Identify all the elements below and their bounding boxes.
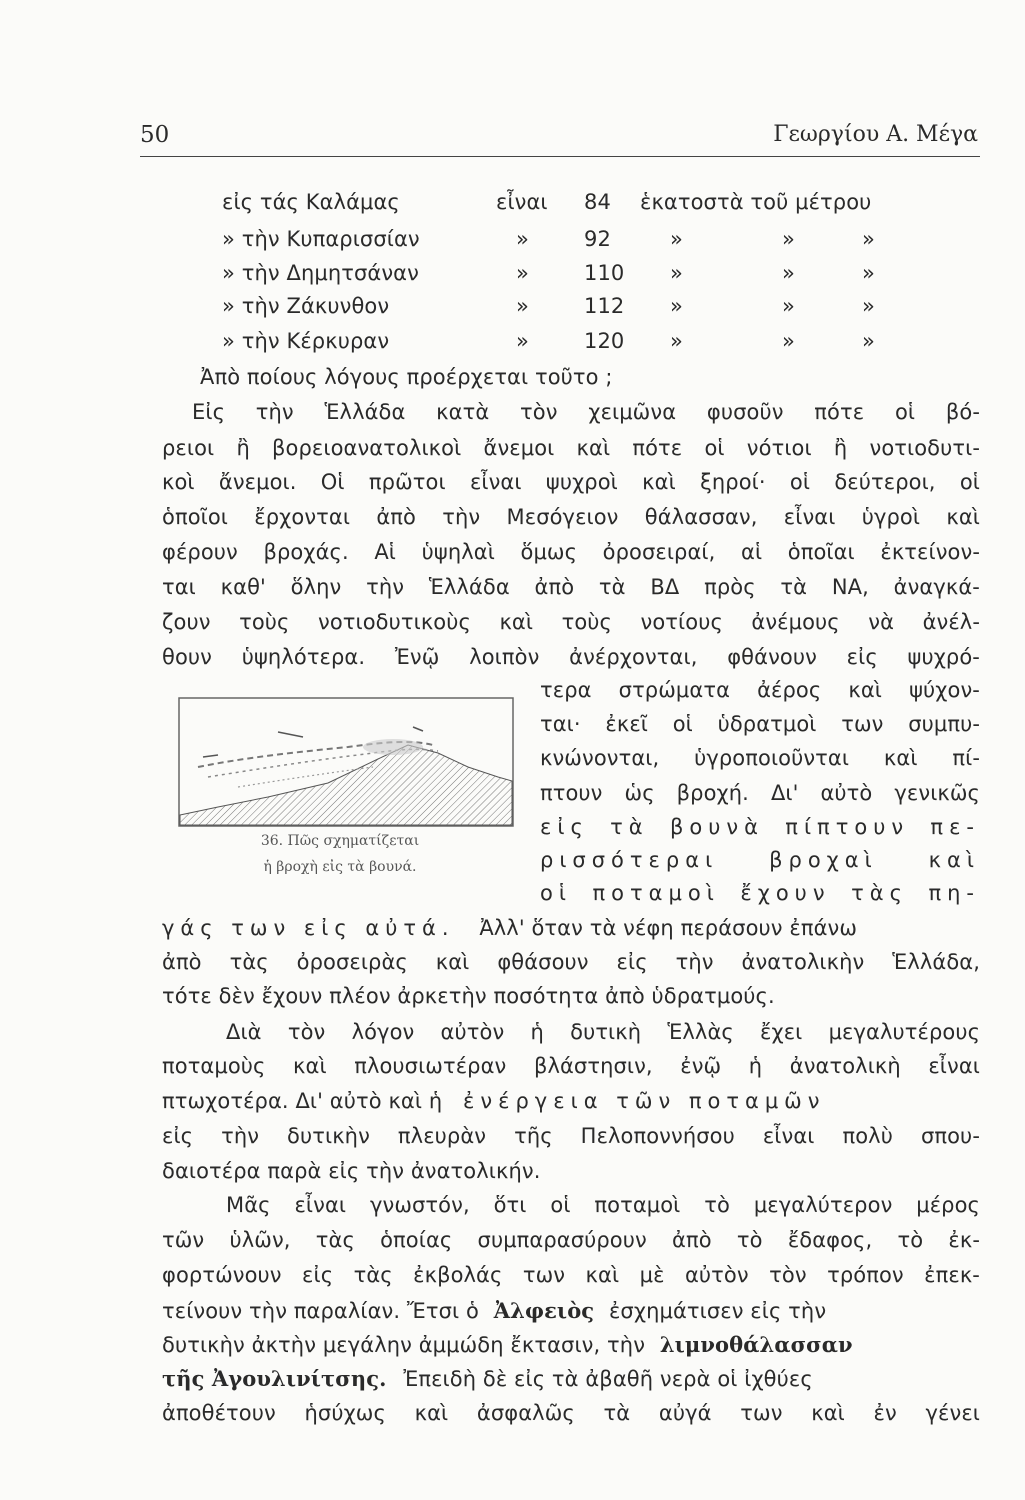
place-cell: » τὴν Ζάκυνθον — [222, 294, 390, 318]
ditto-cell: » — [862, 294, 875, 318]
text-line — [162, 916, 980, 940]
running-title: Γεωργίου Α. Μέγα — [773, 122, 978, 147]
text-segment: τείνουν τὴν παραλίαν. Ἔτσι ὁ — [162, 1299, 479, 1323]
place-cell: εἰς τάς Καλάμας — [222, 190, 400, 214]
ditto-cell: » — [782, 227, 795, 251]
text-segment: Ἐπειδὴ δὲ εἰς τὰ ἀβαθῆ νερὰ οἱ ἰχθύες — [403, 1367, 813, 1391]
ditto-cell: » — [782, 261, 795, 285]
place-cell: » τὴν Κέρκυραν — [222, 329, 390, 353]
text-segment: δυτικὴν ἀκτὴν μεγάλην ἀμμώδη ἔκτασιν, τὴν — [162, 1333, 646, 1357]
text-line: ρειοι ἢ βορειοανατολικοὶ ἄνεμοι καὶ πότε οἱ νότιοι ἢ νοτιοδυτι- — [162, 436, 980, 460]
rain-diagram-illustration — [178, 697, 514, 827]
text-line: Μᾶς εἶναι γνωστόν, ὅτι οἱ ποταμοὶ τὸ μεγαλύτερον μέρος — [226, 1193, 980, 1217]
verb-cell: » — [516, 261, 529, 285]
question-line: Ἀπὸ ποίους λόγους προέρχεται τοῦτο ; — [200, 365, 613, 389]
spaced-text: γάς των εἰς αὐτά. — [162, 916, 455, 940]
verb-cell: » — [516, 294, 529, 318]
ditto-cell: » — [670, 329, 683, 353]
text-line: θουν ὑψηλότερα. Ἐνῷ λοιπὸν ἀνέρχονται, φθάνουν εἰς ψυχρό- — [162, 645, 980, 669]
verb-cell: εἶναι — [496, 190, 548, 214]
text-line: κοὶ ἄνεμοι. Οἱ πρῶτοι εἶναι ψυχροὶ καὶ ξηροί· οἱ δεύτεροι, οἱ — [162, 470, 980, 494]
ditto-cell: » — [670, 261, 683, 285]
text-line — [162, 1089, 980, 1113]
ditto-cell: » — [782, 294, 795, 318]
figure-caption-line1: 36. Πῶς σχηματίζεται — [260, 833, 420, 849]
bold-term: λιμνοθάλασσαν — [659, 1332, 853, 1357]
text-line: ἀπὸ τὰς ὀροσειρὰς καὶ φθάσουν εἰς τὴν ἀνατολικὴν Ἑλλάδα, — [162, 950, 980, 974]
place-cell: » τὴν Κυπαρισσίαν — [222, 227, 420, 251]
page-header — [140, 116, 980, 156]
bold-term: Ἀλφειὸς — [493, 1298, 595, 1323]
text-line: ἀποθέτουν ἡσύχως καὶ ἀσφαλῶς τὰ αὐγά των καὶ ἐν γένει — [162, 1401, 980, 1425]
page-number: 50 — [140, 122, 170, 148]
header-rule — [140, 156, 980, 157]
ditto-cell: » — [670, 294, 683, 318]
text-line: Διὰ τὸν λόγον αὐτὸν ἡ δυτικὴ Ἑλλὰς ἔχει μεγαλυτέρους — [226, 1020, 980, 1044]
text-line: δαιοτέρα παρὰ εἰς τὴν ἀνατολικήν. — [162, 1159, 541, 1183]
text-segment: πτωχοτέρα. Δι' αὐτὸ καὶ ἡ — [162, 1089, 443, 1113]
text-line: πτουν ὡς βροχή. Δι' αὐτὸ γενικῶς — [540, 781, 980, 805]
text-line: εἰς τὰ βουνὰ πίπτουν πε- — [540, 815, 980, 839]
text-line: οἱ ποταμοὶ ἔχουν τὰς πη- — [540, 881, 980, 905]
text-line: τῶν ὑλῶν, τὰς ὁποίας συμπαρασύρουν ἀπὸ τὸ ἔδαφος, τὸ ἐκ- — [162, 1228, 980, 1252]
value-cell: 120 — [584, 329, 625, 353]
ditto-cell: » — [670, 227, 683, 251]
text-segment: Ἀλλ' ὅταν τὰ νέφη περάσουν ἐπάνω — [479, 916, 858, 940]
bold-term: τῆς Ἀγουλινίτσης. — [162, 1366, 387, 1391]
text-line: φέρουν βροχάς. Αἱ ὑψηλαὶ ὅμως ὀροσειραί, αἱ ὁποῖαι ἐκτείνον- — [162, 540, 980, 564]
text-line: ται καθ' ὅλην τὴν Ἑλλάδα ἀπὸ τὰ ΒΔ πρὸς τὰ ΝΑ, ἀναγκά- — [162, 575, 980, 599]
text-line — [162, 1332, 980, 1357]
text-line — [162, 1298, 980, 1323]
text-line: ται· ἐκεῖ οἱ ὑδρατμοὶ των συμπυ- — [540, 712, 980, 736]
text-line: ζουν τοὺς νοτιοδυτικοὺς καὶ τοὺς νοτίους ἀνέμους νὰ ἀνέλ- — [162, 610, 980, 634]
text-line: εἰς τὴν δυτικὴν πλευρὰν τῆς Πελοποννήσου εἶναι πολὺ σπου- — [162, 1124, 980, 1148]
text-line: φορτώνουν εἰς τὰς ἐκβολάς των καὶ μὲ αὐτὸν τὸν τρόπον ἐπεκ- — [162, 1263, 980, 1287]
verb-cell: » — [516, 227, 529, 251]
ditto-cell: » — [862, 227, 875, 251]
text-line: Εἰς τὴν Ἑλλάδα κατὰ τὸν χειμῶνα φυσοῦν πότε οἱ βό- — [192, 400, 980, 424]
value-cell: 84 — [584, 190, 611, 214]
text-line: τότε δὲν ἔχουν πλέον ἀρκετὴν ποσότητα ἀπὸ ὑδρατμούς. — [162, 984, 775, 1008]
ditto-cell: » — [862, 261, 875, 285]
text-segment: ἐσχημάτισεν εἰς τὴν — [608, 1299, 827, 1323]
unit-cell: ἑκατοστὰ τοῦ μέτρου — [640, 190, 872, 214]
value-cell: 110 — [584, 261, 625, 285]
place-cell: » τὴν Δημητσάναν — [222, 261, 419, 285]
figure-rain-mountains — [178, 697, 514, 827]
text-line: τερα στρώματα ἀέρος καὶ ψύχον- — [540, 678, 980, 702]
spaced-text: ἐνέργεια τῶν ποταμῶν — [463, 1089, 826, 1113]
value-cell: 112 — [584, 294, 625, 318]
text-line: ποταμοὺς καὶ πλουσιωτέραν βλάστησιν, ἐνῷ ἡ ἀνατολικὴ εἶναι — [162, 1054, 980, 1078]
verb-cell: » — [516, 329, 529, 353]
value-cell: 92 — [584, 227, 611, 251]
text-line — [162, 1366, 980, 1391]
ditto-cell: » — [862, 329, 875, 353]
text-line: ὁποῖοι ἔρχονται ἀπὸ τὴν Μεσόγειον θάλασσαν, εἶναι ὑγροὶ καὶ — [162, 505, 980, 529]
figure-caption-line2: ἡ βροχὴ εἰς τὰ βουνά. — [263, 859, 417, 875]
text-line: ρισσότεραι βροχαὶ καὶ — [540, 848, 980, 872]
ditto-cell: » — [782, 329, 795, 353]
text-line: κνώνονται, ὑγροποιοῦνται καὶ πί- — [540, 746, 980, 770]
